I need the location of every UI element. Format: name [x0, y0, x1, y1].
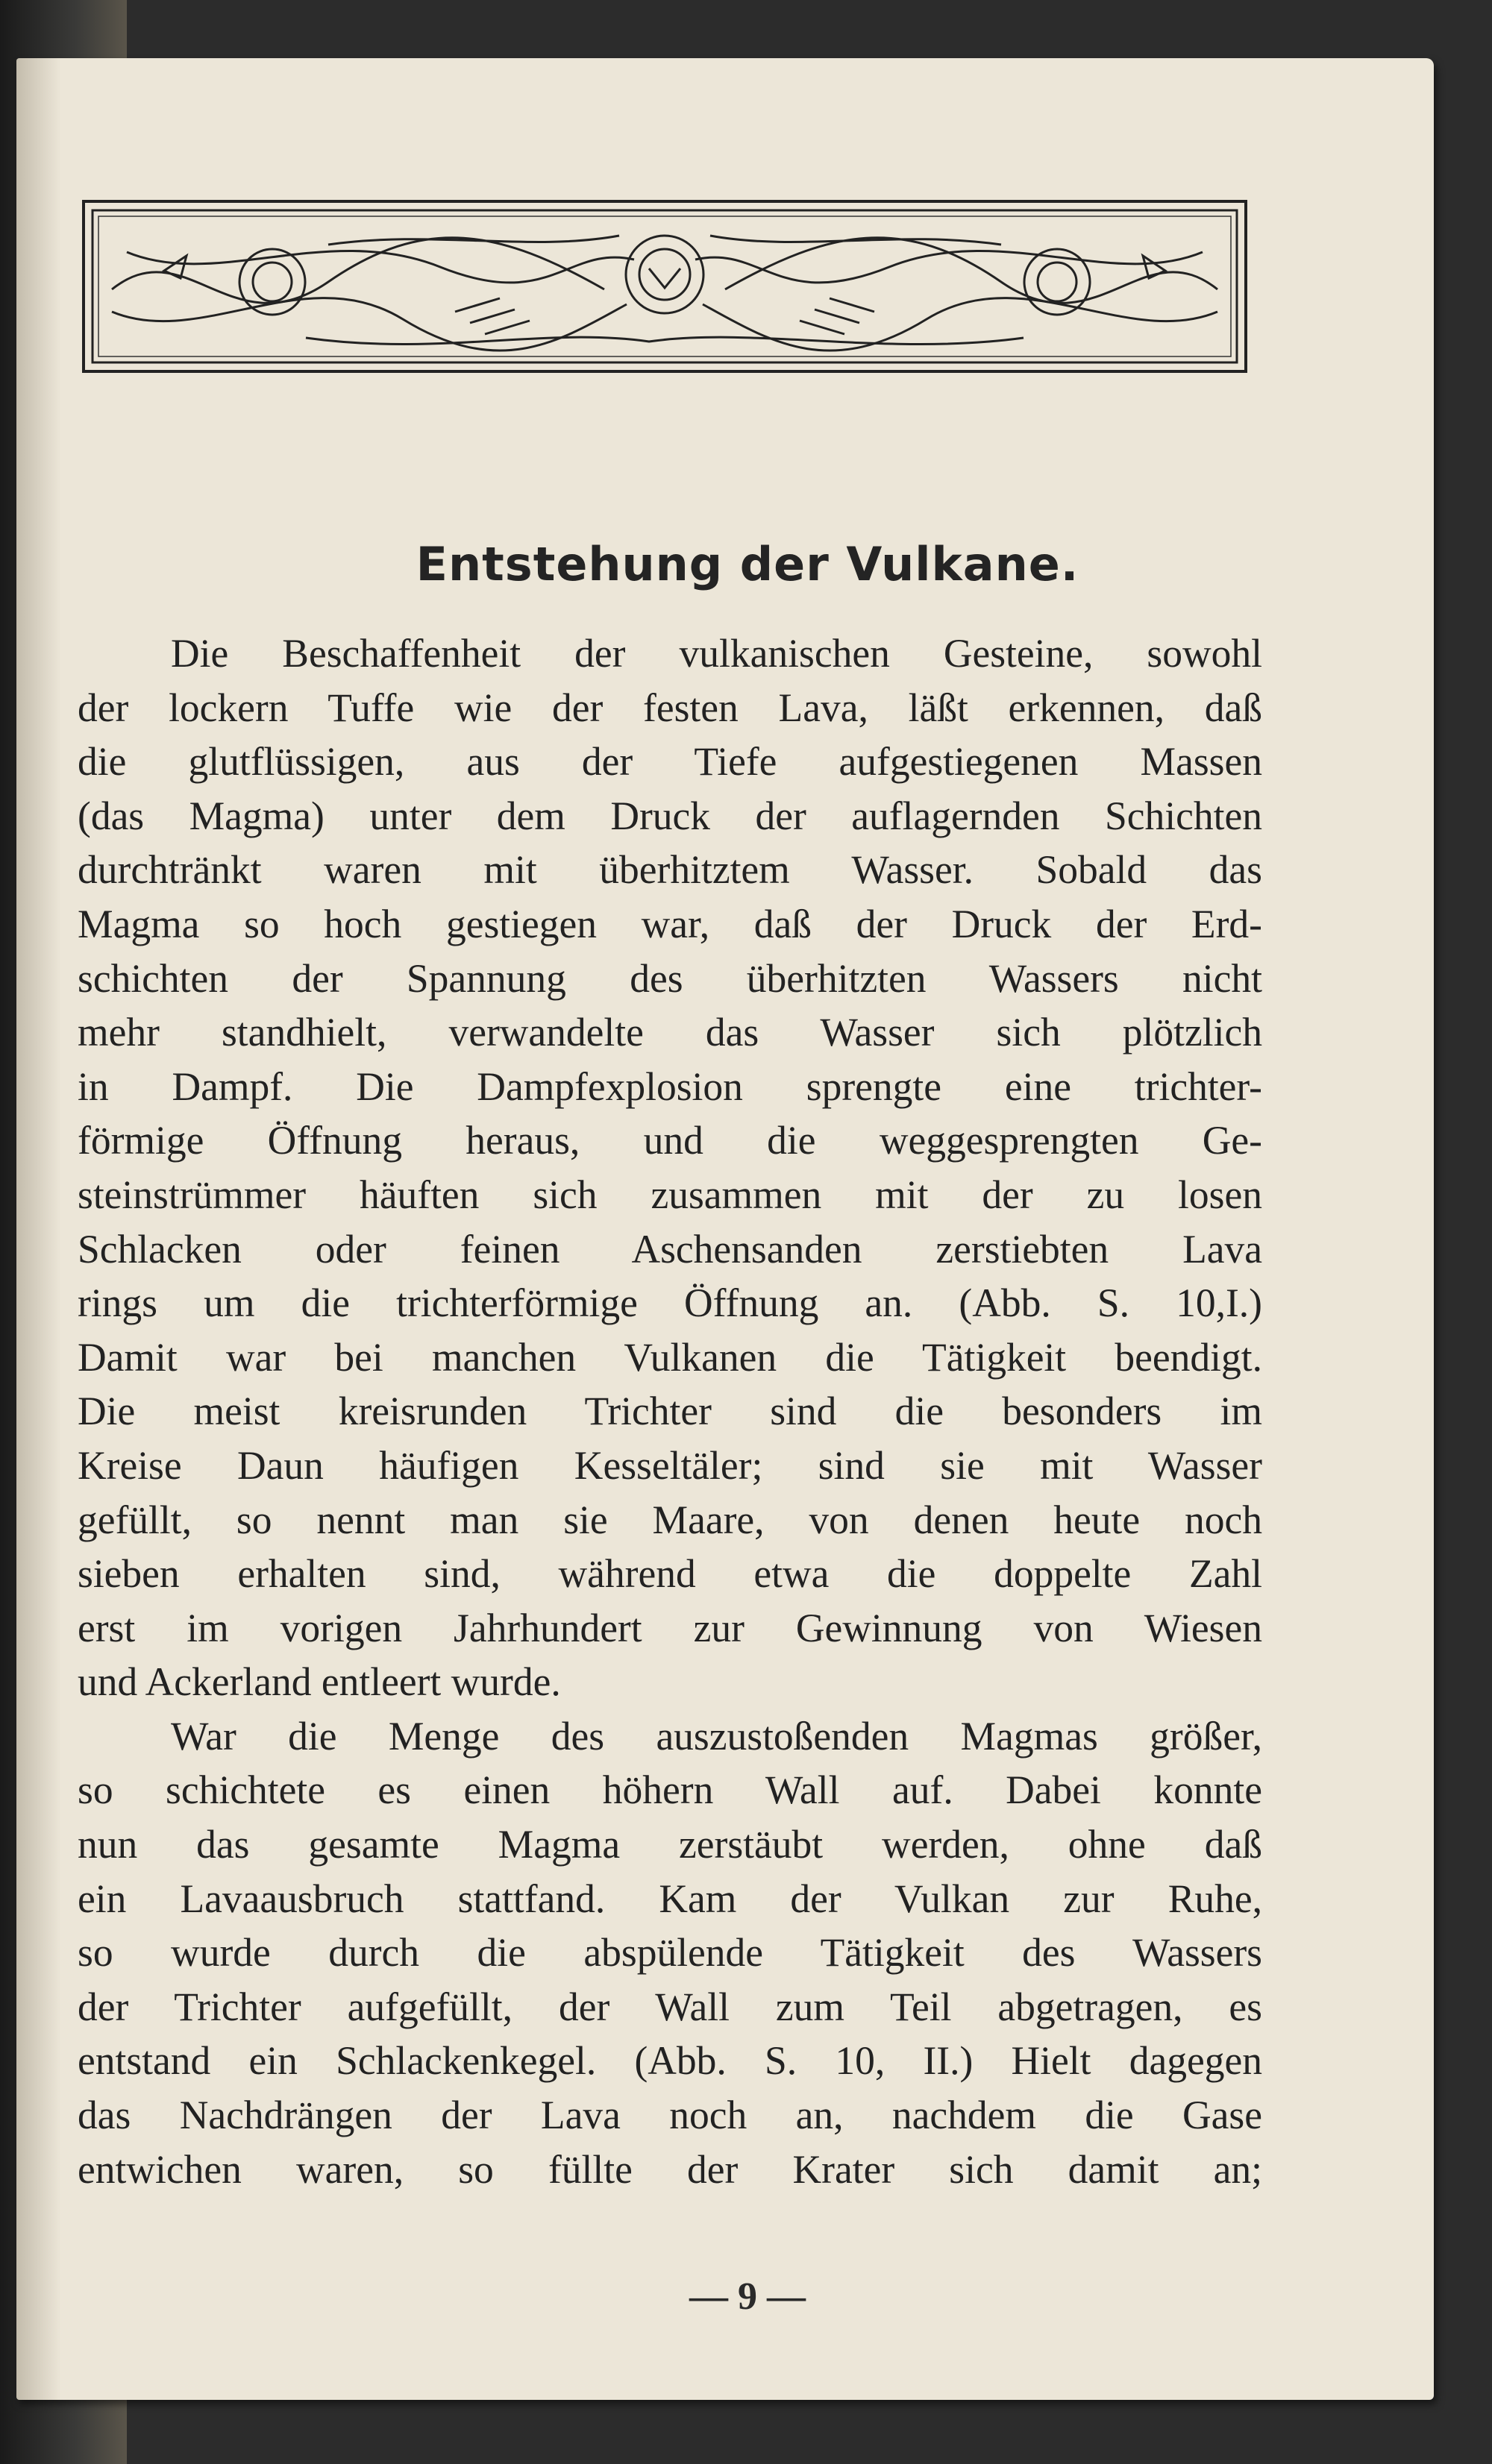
book-page	[16, 58, 1434, 2400]
text-line: Die meist kreisrunden Trichter sind die besonders im	[78, 1389, 1262, 1434]
text-line: der Trichter aufgefüllt, der Wall zum Teil abgetragen, es	[78, 1984, 1262, 2029]
text-line: durchtränkt waren mit überhitztem Wasser. Sobald das	[78, 847, 1262, 893]
page-title: Entstehung der Vulkane.	[416, 537, 1079, 591]
text-line: die glutflüssigen, aus der Tiefe aufgestiegenen Massen	[78, 739, 1262, 785]
text-line: und Ackerland entleert wurde.	[78, 1659, 561, 1705]
text-line: sieben erhalten sind, während etwa die doppelte Zahl	[78, 1551, 1262, 1597]
text-line: das Nachdrängen der Lava noch an, nachdem die Gase	[78, 2093, 1262, 2138]
text-line: (das Magma) unter dem Druck der auflagernden Schichten	[78, 793, 1262, 838]
text-line: erst im vorigen Jahrhundert zur Gewinnung von Wiesen	[78, 1605, 1262, 1650]
text-line: Schlacken oder feinen Aschensanden zerstiebten Lava	[78, 1226, 1262, 1272]
text-line: Kreise Daun häufigen Kesseltäler; sind sie mit Wasser	[78, 1442, 1262, 1488]
text-line: Die Beschaffenheit der vulkanischen Gesteine, sowohl	[171, 631, 1262, 676]
ornamental-header-icon	[82, 200, 1247, 373]
text-line: schichten der Spannung des überhitzten Wassers nicht	[78, 955, 1262, 1001]
text-line: Magma so hoch gestiegen war, daß der Druck der Erd-	[78, 901, 1262, 946]
text-line: entstand ein Schlackenkegel. (Abb. S. 10, II.) Hielt dagegen	[78, 2038, 1262, 2084]
page-number: — 9 —	[689, 2275, 806, 2318]
text-line: gefüllt, so nennt man sie Maare, von denen heute noch	[78, 1497, 1262, 1542]
body-text	[78, 626, 1262, 2196]
text-line: in Dampf. Die Dampfexplosion sprengte eine trichter-	[78, 1063, 1262, 1109]
text-line: der lockern Tuffe wie der festen Lava, läßt erkennen, daß	[78, 685, 1262, 730]
text-line: so schichtete es einen höhern Wall auf. Dabei konnte	[78, 1767, 1262, 1813]
text-line: förmige Öffnung heraus, und die weggesprengten Ge-	[78, 1118, 1262, 1163]
text-line: nun das gesamte Magma zerstäubt werden, ohne daß	[78, 1822, 1262, 1867]
text-line: steinstrümmer häuften sich zusammen mit der zu losen	[78, 1172, 1262, 1217]
text-line: rings um die trichterförmige Öffnung an. (Abb. S. 10,I.)	[78, 1280, 1262, 1326]
text-line: mehr standhielt, verwandelte das Wasser sich plötzlich	[78, 1010, 1262, 1055]
text-line: so wurde durch die abspülende Tätigkeit des Wassers	[78, 1930, 1262, 1976]
text-line: entwichen waren, so füllte der Krater sich damit an;	[78, 2146, 1262, 2192]
text-line: War die Menge des auszustoßenden Magmas größer,	[171, 1713, 1262, 1759]
text-line: ein Lavaausbruch stattfand. Kam der Vulkan zur Ruhe,	[78, 1876, 1262, 1921]
text-line: Damit war bei manchen Vulkanen die Tätigkeit beendigt.	[78, 1334, 1262, 1380]
